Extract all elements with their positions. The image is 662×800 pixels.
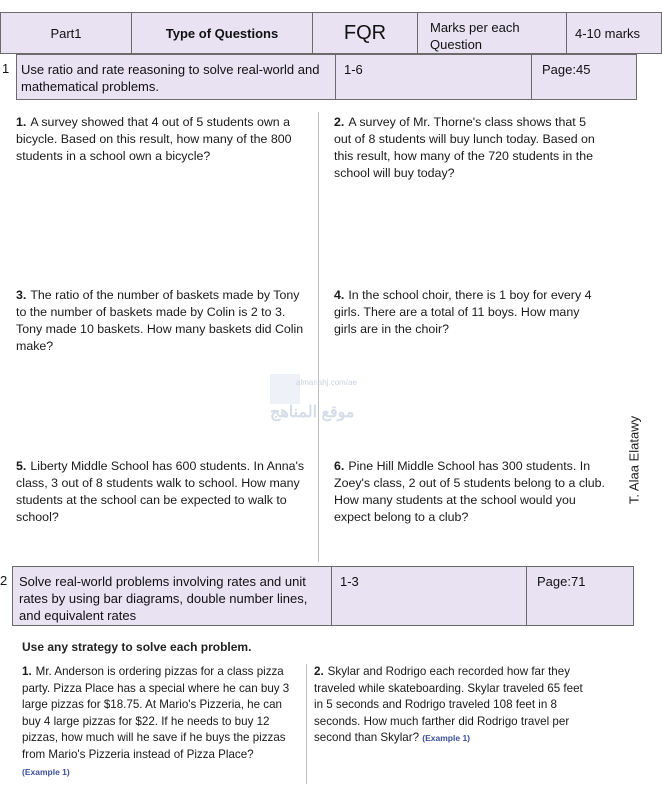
section2-questions-range: 1-3: [331, 566, 527, 626]
section2-objective: Solve real-world problems involving rates and unit rates by using bar diagrams, double number lines, and equivalent rates: [12, 566, 332, 626]
author-name: T. Alaa Elatawy: [626, 415, 642, 505]
example-reference: (Example 1): [422, 733, 471, 744]
header-marks-per-question: Marks per each Question: [417, 12, 567, 54]
question-5: [16, 458, 312, 526]
question-text: Mr. Anderson is ordering pizzas for a class pizza party. Pizza Place has a special where he can buy 3 large pizzas for $18.75. At Mario's Pizzeria, he can buy 4 large pizzas for $22. If he needs to buy 12 pizzas, how much will he save if he buys the pizzas from Mario's Pizzeria instead of Pizza Place?: [22, 665, 290, 761]
question-1: [16, 114, 312, 165]
section2-question-1: [22, 664, 298, 780]
section2-page: Page:71: [526, 566, 634, 626]
watermark-site: almanahj.com/ae: [296, 378, 357, 387]
question-number: 5.: [16, 459, 27, 473]
section2-instruction: Use any strategy to solve each problem.: [22, 640, 252, 654]
watermark-arabic: موقع المناهج: [270, 404, 355, 421]
question-text: In the school choir, there is 1 boy for every 4 girls. There are a total of 11 boys. How many girls are in the choir?: [334, 288, 592, 336]
section1-objective-row: [0, 54, 662, 100]
question-number: 2.: [334, 115, 345, 129]
question-text: A survey of Mr. Thorne's class shows that 5 out of 8 students will buy lunch today. Based on this result, how many of the 720 students in the school will buy today?: [334, 115, 595, 180]
question-3: [16, 287, 312, 355]
question-6: [334, 458, 610, 526]
section2-objective-row: [0, 566, 662, 626]
section2-question-2: [314, 664, 584, 747]
question-text: Skylar and Rodrigo each recorded how far they traveled while skateboarding. Skylar traveled 65 feet in 5 seconds and Rodrigo traveled 108 feet in 8 seconds. How much farther did Rodrigo travel per second than Skylar?: [314, 665, 583, 745]
header-marks-range: 4-10 marks: [566, 12, 662, 54]
column-divider: [318, 112, 319, 562]
question-number: 4.: [334, 288, 345, 302]
question-number: 2.: [314, 665, 324, 678]
question-number: 3.: [16, 288, 27, 302]
question-2: [334, 114, 604, 182]
author-sidebar: [624, 410, 644, 510]
example-reference: (Example 1): [22, 766, 70, 777]
section2-row-number: 2: [0, 566, 12, 626]
column-divider: [306, 664, 307, 784]
header-type-of-questions: Type of Questions: [131, 12, 313, 54]
question-4: [334, 287, 604, 338]
section1-row-number: 1: [0, 54, 16, 100]
section1-questions-range: 1-6: [335, 54, 532, 100]
section1-objective: Use ratio and rate reasoning to solve real-world and mathematical problems.: [16, 54, 336, 100]
question-number: 1.: [22, 665, 32, 678]
header-part: Part1: [0, 12, 132, 54]
question-text: Pine Hill Middle School has 300 students. In Zoey's class, 2 out of 5 students belong to a club. How many students at the school would you expect belong to a club?: [334, 459, 605, 524]
question-text: Liberty Middle School has 600 students. In Anna's class, 3 out of 8 students walk to school. How many students at the school can be expected to walk to school?: [16, 459, 305, 524]
watermark: [270, 372, 400, 427]
question-text: The ratio of the number of baskets made by Tony to the number of baskets made by Colin is 2 to 3. Tony made 10 baskets. How many baskets did Colin make?: [16, 288, 304, 353]
question-number: 6.: [334, 459, 345, 473]
question-number: 1.: [16, 115, 27, 129]
question-text: A survey showed that 4 out of 5 students own a bicycle. Based on this result, how many of the 800 students in a school own a bicycle?: [16, 115, 292, 163]
section1-page: Page:45: [531, 54, 637, 100]
header-fqr: FQR: [312, 12, 418, 54]
header-row: [0, 12, 662, 54]
